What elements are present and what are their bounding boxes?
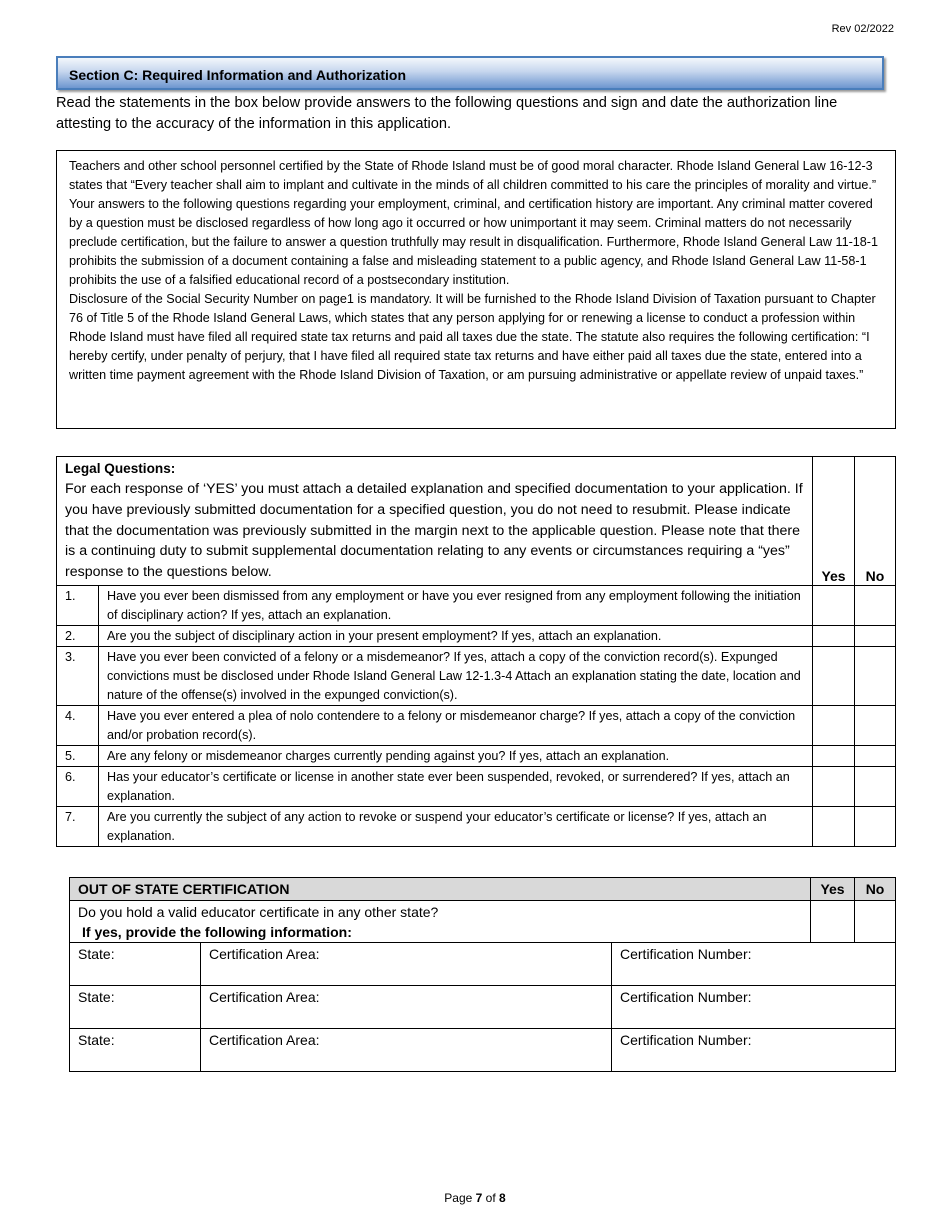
state-field[interactable] bbox=[70, 943, 201, 986]
page-of: of bbox=[482, 1191, 500, 1205]
question-text: Are any felony or misdemeanor charges currently pending against you? If yes, attach an explanation. bbox=[99, 745, 813, 766]
certification-area-label: Certification Area: bbox=[209, 946, 320, 962]
legal-yes-header: Yes bbox=[813, 457, 855, 586]
oos-question-cell bbox=[70, 901, 811, 943]
certification-number-field[interactable] bbox=[612, 1029, 896, 1072]
question-text: Are you the subject of disciplinary action in your present employment? If yes, attach an explanation. bbox=[99, 625, 813, 646]
question-2-no-box[interactable] bbox=[855, 625, 896, 646]
section-header bbox=[56, 56, 884, 90]
legal-questions-title: Legal Questions: bbox=[65, 461, 176, 476]
legal-question-row-2 bbox=[57, 625, 896, 646]
legal-questions-table bbox=[56, 456, 896, 847]
question-text: Have you ever been dismissed from any employment or have you ever resigned from any employment following the initiation of disciplinary action? If yes, attach an explanation. bbox=[99, 585, 813, 625]
out-of-state-table bbox=[69, 877, 896, 1072]
oos-no-box[interactable] bbox=[855, 901, 896, 943]
question-1-yes-box[interactable] bbox=[813, 585, 855, 625]
legal-question-row-6 bbox=[57, 766, 896, 806]
certification-number-field[interactable] bbox=[612, 986, 896, 1029]
page-prefix: Page bbox=[444, 1191, 476, 1205]
page-current: 7 bbox=[475, 1191, 483, 1205]
question-number: 2. bbox=[57, 625, 99, 646]
legal-question-row-3 bbox=[57, 646, 896, 705]
question-text: Has your educator’s certificate or license in another state ever been suspended, revoked, or surrendered? If yes, attach an explanation. bbox=[99, 766, 813, 806]
oos-state-row-1 bbox=[70, 943, 896, 986]
question-3-no-box[interactable] bbox=[855, 646, 896, 705]
oos-instructions: If yes, provide the following information: bbox=[82, 924, 352, 940]
state-label: State: bbox=[78, 1032, 115, 1048]
oos-title: OUT OF STATE CERTIFICATION bbox=[70, 878, 811, 901]
oos-no-header: No bbox=[855, 878, 896, 901]
oos-state-row-3 bbox=[70, 1029, 896, 1072]
oos-header-row bbox=[70, 878, 896, 901]
section-intro: Read the statements in the box below provide answers to the following questions and sign and date the authorization line attesting to the accuracy of the information in this application. bbox=[56, 95, 838, 132]
question-1-no-box[interactable] bbox=[855, 585, 896, 625]
question-6-no-box[interactable] bbox=[855, 766, 896, 806]
question-4-yes-box[interactable] bbox=[813, 705, 855, 745]
question-7-yes-box[interactable] bbox=[813, 806, 855, 846]
legal-questions-instructions: For each response of ‘YES’ you must attach a detailed explanation and specified documentation to your application. If you have previously submitted documentation for a specified question, you do not need to resubmit. Please indicate that the documentation was previously submitted in the margin next to the applicable question. Please note that there is a continuing duty to submit supplemental documentation relating to any events or circumstances requiring a “yes” response to the questions below. bbox=[65, 481, 803, 581]
legal-intro-cell bbox=[57, 457, 813, 586]
oos-yes-header: Yes bbox=[811, 878, 855, 901]
revision-date: Rev 02/2022 bbox=[831, 23, 894, 35]
page-total: 8 bbox=[499, 1191, 506, 1205]
question-text: Are you currently the subject of any action to revoke or suspend your educator’s certificate or license? If yes, attach an explanation. bbox=[99, 806, 813, 846]
legal-header-row bbox=[57, 457, 896, 586]
question-text: Have you ever been convicted of a felony or a misdemeanor? If yes, attach a copy of the conviction record(s). Expunged convictions must be disclosed under Rhode Island General Law 12-1.3-4 Attach an explanation stating the date, location and nature of the offense(s) involved in the expunged conviction(s). bbox=[99, 646, 813, 705]
certification-area-field[interactable] bbox=[201, 986, 612, 1029]
legal-question-row-4 bbox=[57, 705, 896, 745]
question-text: Have you ever entered a plea of nolo contendere to a felony or misdemeanor charge? If yes, attach a copy of the conviction and/or probation record(s). bbox=[99, 705, 813, 745]
section-title: Section C: Required Information and Authorization bbox=[69, 67, 407, 83]
certification-number-field[interactable] bbox=[612, 943, 896, 986]
question-5-yes-box[interactable] bbox=[813, 745, 855, 766]
legal-question-row-7 bbox=[57, 806, 896, 846]
question-number: 6. bbox=[57, 766, 99, 806]
oos-question-row bbox=[70, 901, 896, 943]
certification-area-field[interactable] bbox=[201, 1029, 612, 1072]
certification-area-label: Certification Area: bbox=[209, 1032, 320, 1048]
legal-question-row-5 bbox=[57, 745, 896, 766]
state-field[interactable] bbox=[70, 986, 201, 1029]
statement-paragraph-ssn-tax: Disclosure of the Social Security Number on page1 is mandatory. It will be furnished to the Rhode Island Division of Taxation pursuant to Chapter 76 of Title 5 of the Rhode Island General Laws, which states that any person applying for or renewing a license to conduct a profession within Rhode Island must have filed all required state tax returns and paid all taxes due the state. The statute also requires the following certification: “I hereby certify, under penalty of perjury, that I have filed all required state tax returns and have either paid all taxes due the state, entered into a written time payment agreement with the Rhode Island Division of Taxation, or am pursuing administrative or appellate review of unpaid taxes.” bbox=[69, 292, 876, 382]
certification-number-label: Certification Number: bbox=[620, 946, 752, 962]
question-number: 1. bbox=[57, 585, 99, 625]
question-4-no-box[interactable] bbox=[855, 705, 896, 745]
question-3-yes-box[interactable] bbox=[813, 646, 855, 705]
state-label: State: bbox=[78, 946, 115, 962]
question-7-no-box[interactable] bbox=[855, 806, 896, 846]
page-number bbox=[0, 1191, 950, 1205]
question-6-yes-box[interactable] bbox=[813, 766, 855, 806]
question-number: 3. bbox=[57, 646, 99, 705]
state-field[interactable] bbox=[70, 1029, 201, 1072]
question-number: 4. bbox=[57, 705, 99, 745]
state-label: State: bbox=[78, 989, 115, 1005]
oos-question: Do you hold a valid educator certificate in any other state? bbox=[78, 904, 439, 920]
oos-yes-box[interactable] bbox=[811, 901, 855, 943]
statement-box bbox=[56, 150, 896, 429]
certification-area-label: Certification Area: bbox=[209, 989, 320, 1005]
question-number: 7. bbox=[57, 806, 99, 846]
certification-area-field[interactable] bbox=[201, 943, 612, 986]
question-5-no-box[interactable] bbox=[855, 745, 896, 766]
legal-no-header: No bbox=[855, 457, 896, 586]
question-2-yes-box[interactable] bbox=[813, 625, 855, 646]
statement-paragraph-moral-character: Teachers and other school personnel certified by the State of Rhode Island must be of good moral character. Rhode Island General Law 16-12-3 states that “Every teacher shall aim to implant and cultivate in the minds of all children committed to his care the principles of morality and virtue.” Your answers to the following questions regarding your employment, criminal, and certification history are important. Any criminal matter covered by a question must be disclosed regardless of how long ago it occurred or how unimportant it may seem. Criminal matters do not necessarily preclude certification, but the failure to answer a question truthfully may result in disqualification. Furthermore, Rhode Island General Law 11-18-1 prohibits the submission of a document containing a false and misleading statement to a public agency, and Rhode Island General Law 11-58-1 prohibits the use of a falsified educational record of a postsecondary institution. bbox=[69, 159, 878, 287]
oos-state-row-2 bbox=[70, 986, 896, 1029]
legal-question-row-1 bbox=[57, 585, 896, 625]
certification-number-label: Certification Number: bbox=[620, 1032, 752, 1048]
question-number: 5. bbox=[57, 745, 99, 766]
certification-number-label: Certification Number: bbox=[620, 989, 752, 1005]
